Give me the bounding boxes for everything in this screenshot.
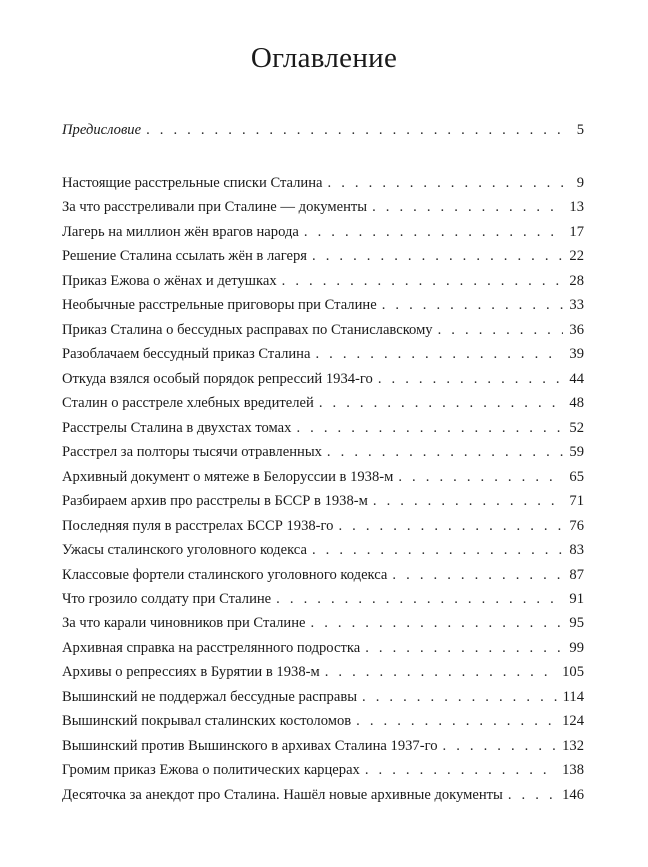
toc-entry-page: 22 bbox=[569, 248, 584, 265]
dot-leader bbox=[304, 220, 564, 244]
toc-entry-page: 39 bbox=[569, 346, 584, 363]
dot-leader bbox=[338, 514, 563, 538]
toc-entry-title: Разоблачаем бессудный приказ Сталина bbox=[62, 346, 311, 363]
toc-entry-title: Разбираем архив про расстрелы в БССР в 1938-м bbox=[62, 493, 368, 510]
toc-entry[interactable] bbox=[62, 709, 584, 733]
toc-entry-title: Решение Сталина ссылать жён в лагеря bbox=[62, 248, 308, 265]
dot-leader bbox=[365, 636, 563, 660]
dot-leader bbox=[146, 118, 571, 142]
toc-entry-page: 87 bbox=[569, 566, 584, 583]
toc-entry-title: Десяточка за анекдот про Сталина. Нашёл новые архивные документы bbox=[62, 786, 503, 803]
dot-leader bbox=[312, 244, 563, 268]
toc-entry[interactable] bbox=[62, 195, 584, 219]
toc-entry-page: 124 bbox=[562, 713, 584, 730]
dot-leader bbox=[378, 367, 564, 391]
dot-leader bbox=[373, 489, 564, 513]
toc-entry-page: 5 bbox=[576, 122, 584, 138]
toc-entry[interactable] bbox=[62, 660, 584, 684]
toc-entry-page: 91 bbox=[569, 590, 584, 607]
toc-entry-title: Классовые фортели сталинского уголовного кодекса bbox=[62, 566, 388, 583]
dot-leader bbox=[372, 195, 563, 219]
toc-entry-title: Вышинский не поддержал бессудные расправы bbox=[62, 688, 358, 705]
toc-entry-page: 13 bbox=[569, 199, 584, 216]
toc-entry-page: 65 bbox=[569, 468, 584, 485]
dot-leader bbox=[296, 416, 563, 440]
toc-entry[interactable] bbox=[62, 220, 584, 244]
toc-entry-title: Что грозило солдату при Сталине bbox=[62, 590, 272, 607]
toc-entry[interactable] bbox=[62, 636, 584, 660]
toc-entry-page: 52 bbox=[569, 419, 584, 436]
toc-entry[interactable] bbox=[62, 465, 584, 489]
toc-entry[interactable] bbox=[62, 391, 584, 415]
dot-leader bbox=[362, 685, 557, 709]
toc-entry[interactable] bbox=[62, 587, 584, 611]
toc-entry-page: 95 bbox=[569, 615, 584, 632]
dot-leader bbox=[392, 563, 563, 587]
toc-entry-page: 132 bbox=[562, 737, 584, 754]
toc-entry[interactable] bbox=[62, 416, 584, 440]
toc-entry-page: 36 bbox=[569, 321, 584, 338]
toc-entry-title: Откуда взялся особый порядок репрессий 1934-го bbox=[62, 370, 373, 387]
dot-leader bbox=[311, 611, 564, 635]
dot-leader bbox=[325, 660, 556, 684]
dot-leader bbox=[382, 293, 564, 317]
toc-entry[interactable] bbox=[62, 293, 584, 317]
toc-entry-preface[interactable] bbox=[62, 118, 584, 142]
toc-entry-title: Архивная справка на расстрелянного подростка bbox=[62, 639, 361, 656]
toc-entry-title: Приказ Ежова о жёнах и детушках bbox=[62, 272, 277, 289]
toc-entry-title: Вышинский покрывал сталинских костоломов bbox=[62, 713, 352, 730]
dot-leader bbox=[443, 734, 557, 758]
toc-entry[interactable] bbox=[62, 611, 584, 635]
toc-entry-title: Архивы о репрессиях в Бурятии в 1938-м bbox=[62, 664, 320, 681]
dot-leader bbox=[282, 269, 564, 293]
toc-entry-page: 83 bbox=[569, 542, 584, 559]
dot-leader bbox=[328, 171, 571, 195]
dot-leader bbox=[276, 587, 563, 611]
toc-entry[interactable] bbox=[62, 538, 584, 562]
toc-entry[interactable] bbox=[62, 318, 584, 342]
toc-entry-title: Настоящие расстрельные списки Сталина bbox=[62, 175, 323, 191]
toc-entry-title: За что карали чиновников при Сталине bbox=[62, 615, 306, 632]
toc-entry-title: За что расстреливали при Сталине — документы bbox=[62, 199, 368, 216]
toc-entry-page: 71 bbox=[569, 493, 584, 510]
toc-entry-title: Предисловие bbox=[62, 122, 142, 138]
toc-entry-title: Необычные расстрельные приговоры при Сталине bbox=[62, 297, 377, 314]
toc-entry-page: 28 bbox=[569, 272, 584, 289]
toc-entry-title: Архивный документ о мятеже в Белоруссии в 1938-м bbox=[62, 468, 394, 485]
toc-entry-page: 59 bbox=[569, 444, 584, 461]
dot-leader bbox=[356, 709, 556, 733]
toc-entry-title: Расстрел за полторы тысячи отравленных bbox=[62, 444, 322, 461]
toc-entry[interactable] bbox=[62, 514, 584, 538]
toc-list bbox=[62, 171, 584, 807]
toc-entry[interactable] bbox=[62, 783, 584, 807]
toc-entry[interactable] bbox=[62, 367, 584, 391]
toc-entry-title: Расстрелы Сталина в двухстах томах bbox=[62, 419, 292, 436]
toc-entry-page: 105 bbox=[562, 664, 584, 681]
toc-entry[interactable] bbox=[62, 489, 584, 513]
toc-entry-title: Ужасы сталинского уголовного кодекса bbox=[62, 542, 307, 559]
toc-entry-title: Лагерь на миллион жён врагов народа bbox=[62, 223, 299, 240]
toc-preface bbox=[62, 118, 584, 142]
toc-entry-page: 99 bbox=[569, 639, 584, 656]
toc-entry-title: Приказ Сталина о бессудных расправах по Станиславскому bbox=[62, 321, 433, 338]
dot-leader bbox=[365, 758, 556, 782]
toc-entry-title: Громим приказ Ежова о политических карцерах bbox=[62, 762, 360, 779]
toc-entry[interactable] bbox=[62, 563, 584, 587]
dot-leader bbox=[508, 783, 556, 807]
toc-entry[interactable] bbox=[62, 244, 584, 268]
page-title: Оглавление bbox=[250, 42, 398, 74]
dot-leader bbox=[327, 440, 563, 464]
dot-leader bbox=[315, 342, 563, 366]
toc-entry[interactable] bbox=[62, 758, 584, 782]
toc-entry-page: 76 bbox=[569, 517, 584, 534]
dot-leader bbox=[312, 538, 563, 562]
toc-entry-page: 48 bbox=[569, 395, 584, 412]
toc-entry-title: Последняя пуля в расстрелах БССР 1938-го bbox=[62, 517, 334, 534]
toc-entry[interactable] bbox=[62, 342, 584, 366]
toc-entry-page: 114 bbox=[562, 688, 584, 705]
toc-entry-title: Вышинский против Вышинского в архивах Сталина 1937-го bbox=[62, 737, 438, 754]
toc-entry-page: 44 bbox=[569, 370, 584, 387]
toc-entry-page: 138 bbox=[562, 762, 584, 779]
toc-entry[interactable] bbox=[62, 269, 584, 293]
toc-entry[interactable] bbox=[62, 734, 584, 758]
toc-entry-page: 17 bbox=[569, 223, 584, 240]
toc-entry-page: 33 bbox=[569, 297, 584, 314]
toc-entry[interactable] bbox=[62, 171, 584, 195]
toc-entry-page: 146 bbox=[562, 786, 584, 803]
dot-leader bbox=[319, 391, 564, 415]
dot-leader bbox=[438, 318, 564, 342]
toc-entry[interactable] bbox=[62, 685, 584, 709]
toc-entry[interactable] bbox=[62, 440, 584, 464]
toc-entry-title: Сталин о расстреле хлебных вредителей bbox=[62, 395, 314, 412]
dot-leader bbox=[398, 465, 563, 489]
toc-entry-page: 9 bbox=[576, 175, 584, 191]
